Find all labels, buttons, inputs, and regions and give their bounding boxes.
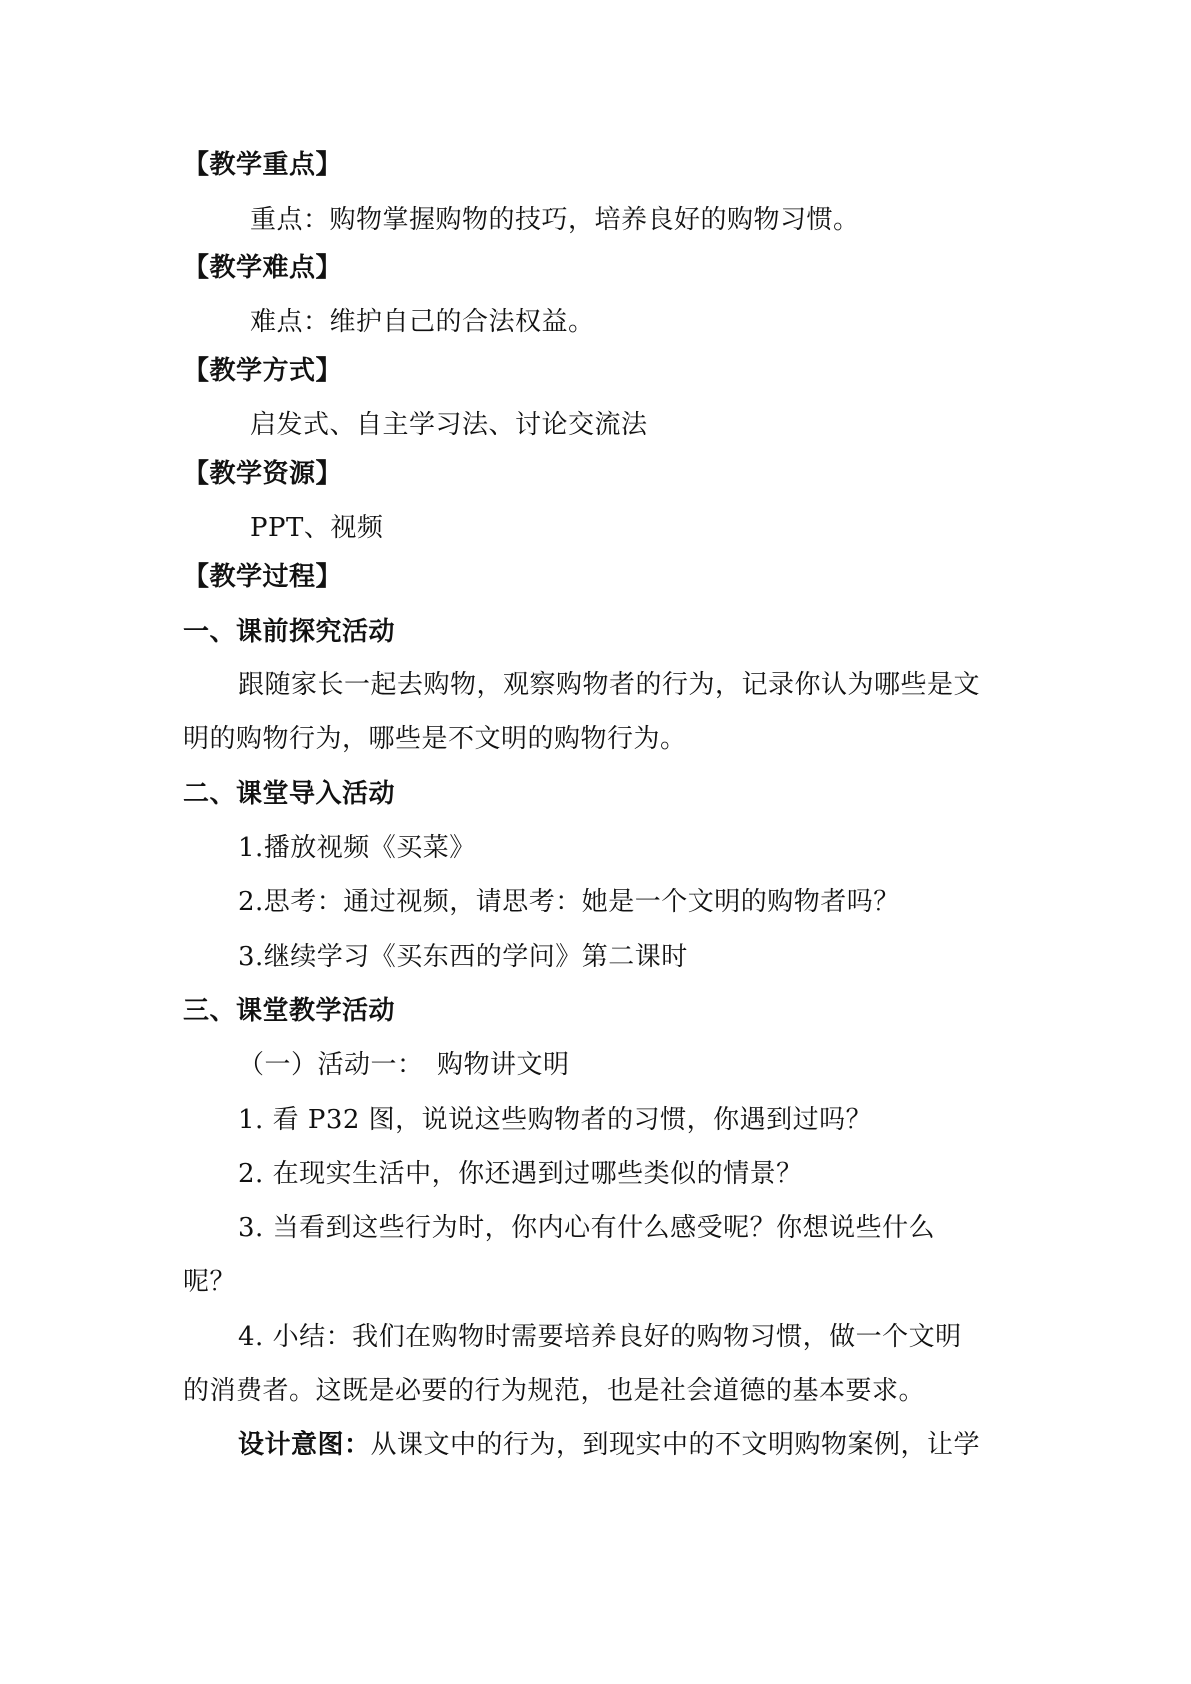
- heading-resources: 【教学资源】: [183, 459, 343, 489]
- question-3-line1: 3. 当看到这些行为时，你内心有什么感受呢？你想说些什么: [238, 1213, 936, 1243]
- key-points-text: 重点：购物掌握购物的技巧，培养良好的购物习惯。: [250, 205, 860, 235]
- question-2: 2. 在现实生活中，你还遇到过哪些类似的情景？: [238, 1159, 803, 1189]
- part2-item-1: 1.播放视频《买菜》: [238, 833, 476, 863]
- design-intent-text: 从课文中的行为，到现实中的不文明购物案例，让学: [370, 1430, 981, 1460]
- heading-difficulties: 【教学难点】: [183, 253, 343, 283]
- question-1: 1. 看 P32 图，说说这些购物者的习惯，你遇到过吗？: [238, 1105, 873, 1135]
- question-3-line2: 呢？: [183, 1267, 237, 1297]
- design-intent: [238, 1428, 980, 1462]
- difficulties-text: 难点：维护自己的合法权益。: [250, 307, 595, 337]
- heading-part3: 三、课堂教学活动: [183, 996, 396, 1026]
- summary-line2: 的消费者。这既是必要的行为规范，也是社会道德的基本要求。: [183, 1376, 926, 1406]
- summary-line1: 4. 小结：我们在购物时需要培养良好的购物习惯，做一个文明: [238, 1322, 962, 1352]
- activity-title: （一）活动一： 购物讲文明: [238, 1050, 570, 1080]
- part2-item-2: 2.思考：通过视频，请思考：她是一个文明的购物者吗？: [238, 887, 900, 917]
- heading-part1: 一、课前探究活动: [183, 617, 396, 647]
- resources-text: PPT、视频: [250, 513, 384, 543]
- methods-text: 启发式、自主学习法、讨论交流法: [250, 410, 648, 440]
- part2-item-3: 3.继续学习《买东西的学问》第二课时: [238, 942, 688, 972]
- heading-part2: 二、课堂导入活动: [183, 779, 396, 809]
- heading-methods: 【教学方式】: [183, 356, 343, 386]
- heading-key-points: 【教学重点】: [183, 150, 343, 180]
- heading-process: 【教学过程】: [183, 562, 343, 592]
- part1-line1: 跟随家长一起去购物，观察购物者的行为，记录你认为哪些是文: [238, 670, 981, 700]
- design-intent-label: 设计意图：: [238, 1430, 371, 1460]
- part1-line2: 明的购物行为，哪些是不文明的购物行为。: [183, 724, 687, 754]
